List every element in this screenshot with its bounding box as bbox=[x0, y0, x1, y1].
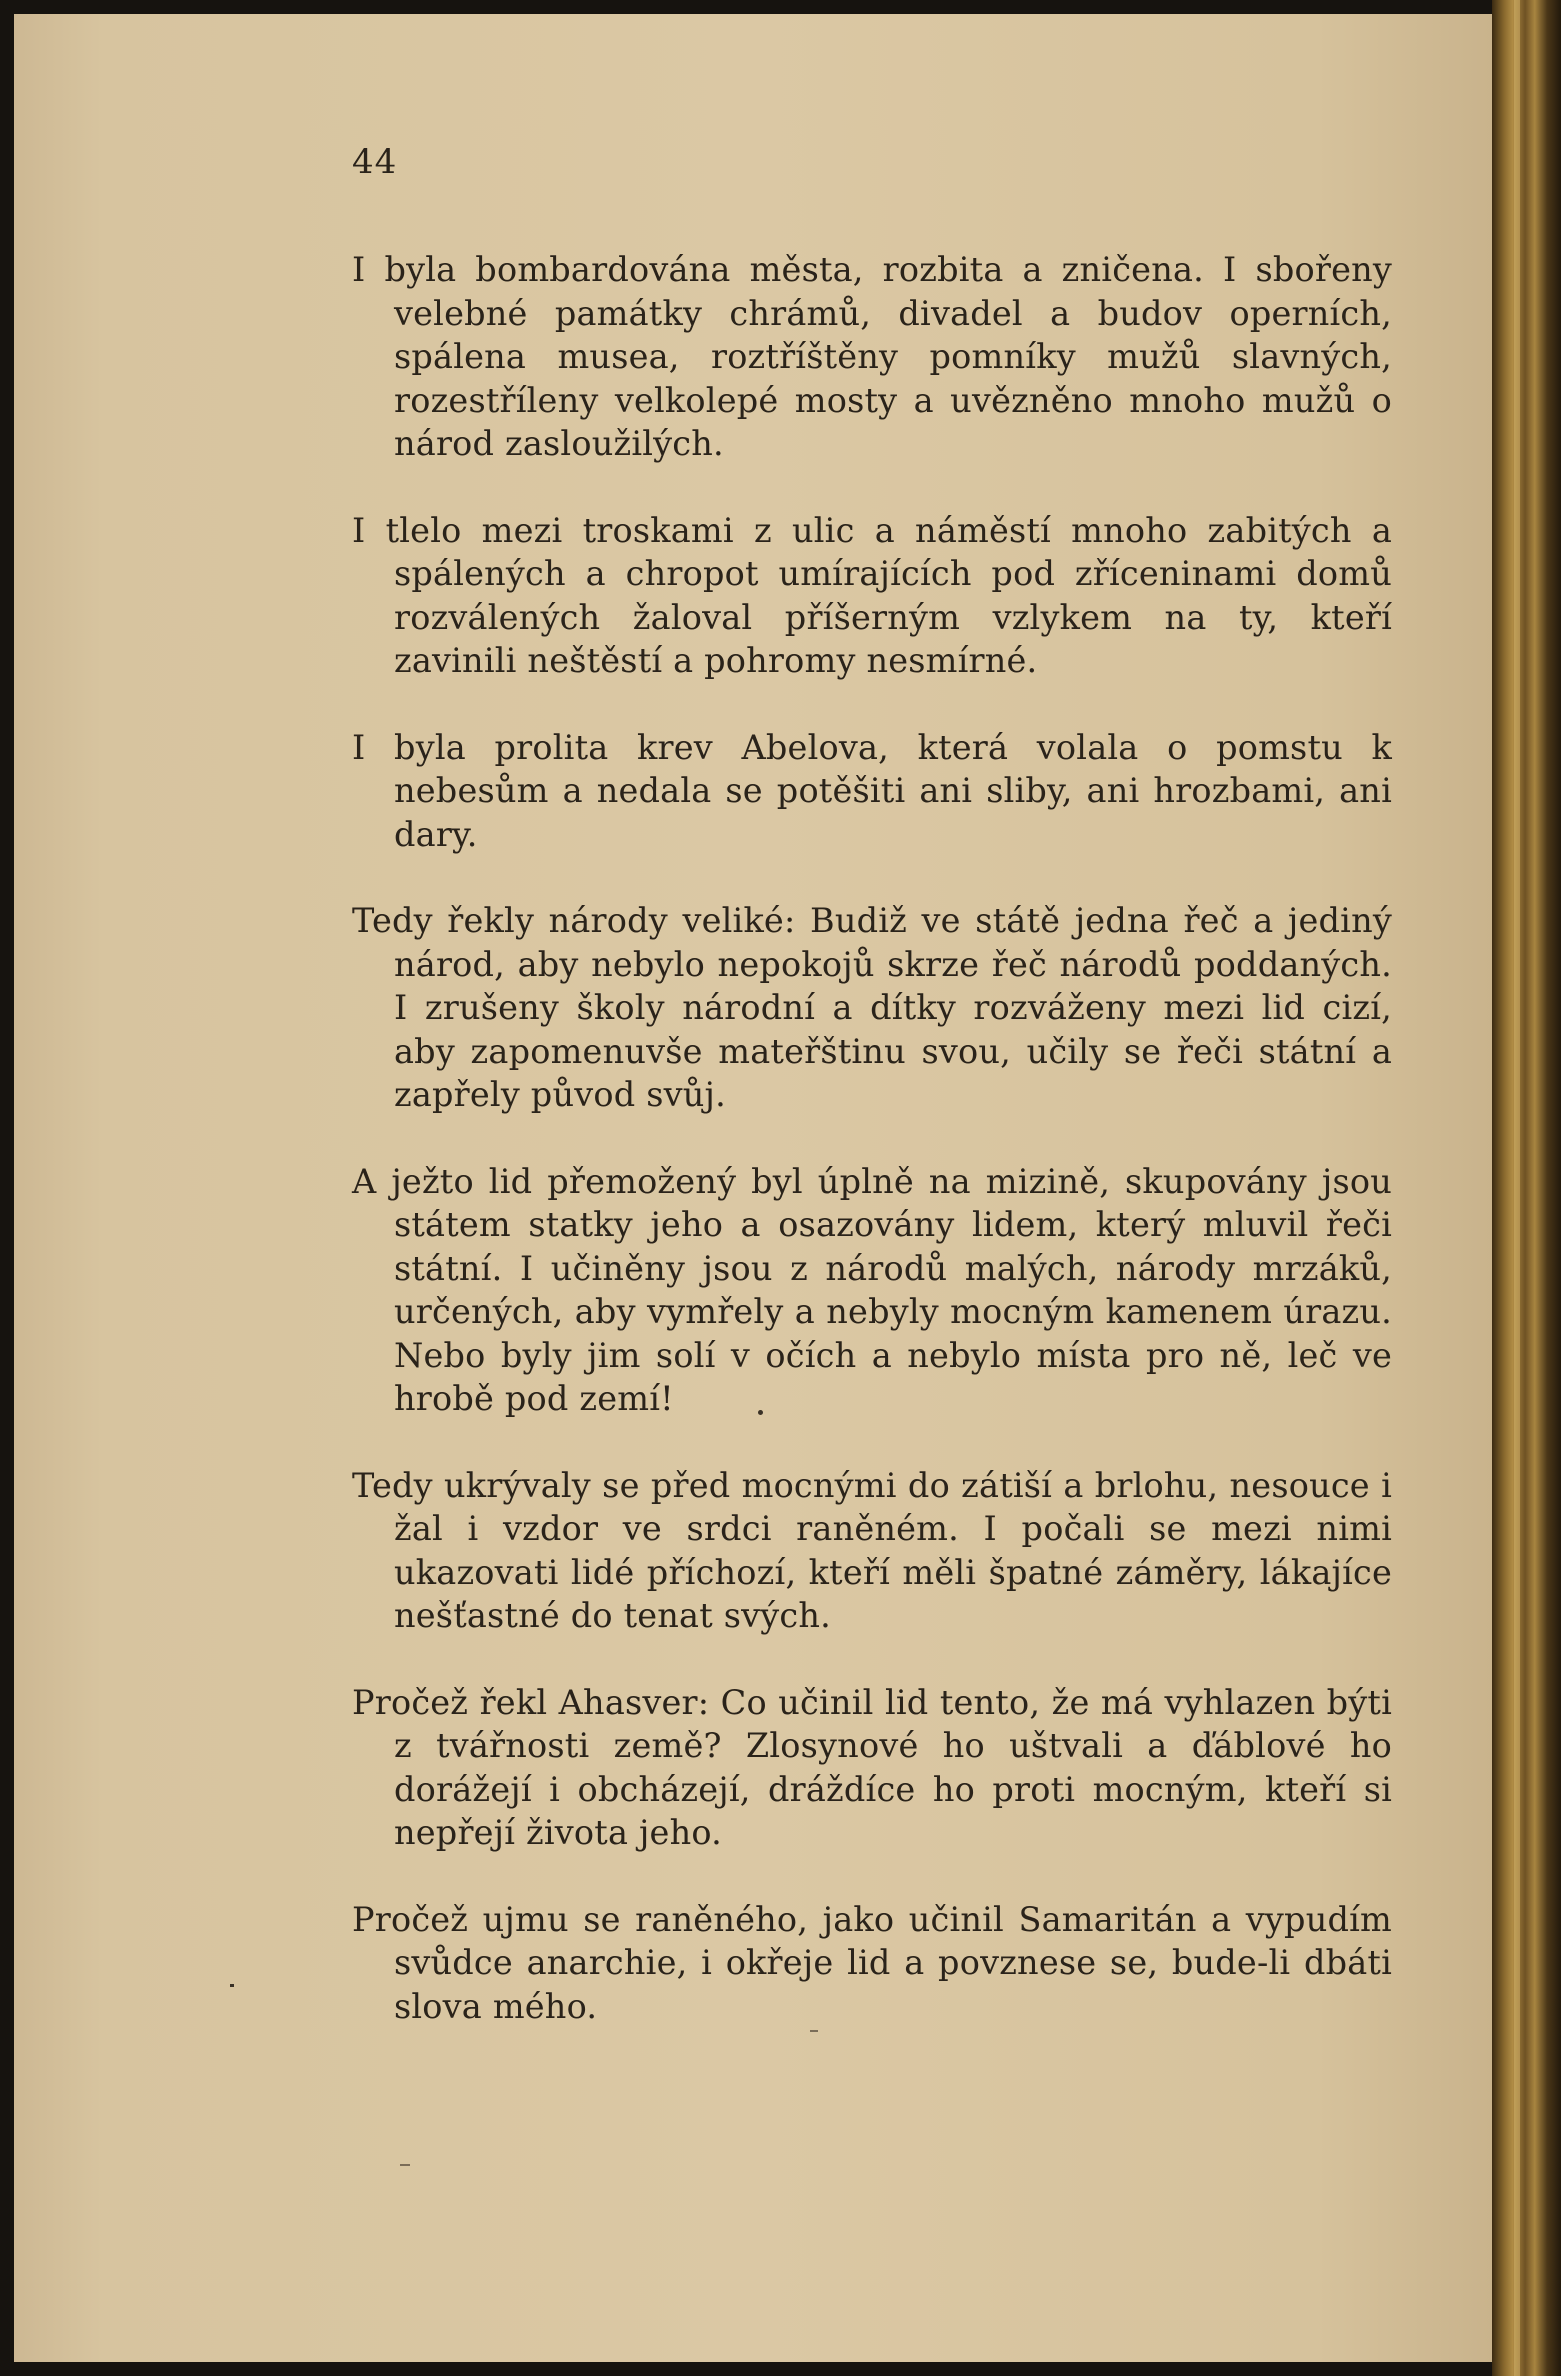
book-binding-edge bbox=[1492, 0, 1561, 2376]
paragraph-5: A ježto lid přemožený byl úplně na mizině, skupovány jsou státem statky jeho a osazovány lidem, který mluvil řeči státní. I učiněny jsou z národů malých, národy mrzáků, určených, aby vymřely a nebyly mocným kamenem úrazu. Nebo byly jim solí v očích a nebylo místa pro ně, leč ve hrobě pod zemí! bbox=[352, 1161, 1392, 1418]
ink-speck bbox=[400, 2164, 410, 2166]
ink-speck bbox=[758, 1410, 763, 1415]
ink-speck bbox=[230, 1984, 234, 1987]
paragraph-8: Pročež ujmu se raněného, jako učinil Samaritán a vypudím svůdce anarchie, i okřeje lid a povznese se, bude-li dbáti slova mého. bbox=[352, 1899, 1392, 2026]
paragraph-7: Pročež řekl Ahasver: Co učinil lid tento, že má vyhlazen býti z tvářnosti země? Zlosynové ho uštvali a ďáblové ho dorážejí i obcházejí, dráždíce ho proti mocným, kteří si nepřejí života jeho. bbox=[352, 1682, 1392, 1852]
book-page bbox=[14, 14, 1492, 2362]
paragraph-1: I byla bombardována města, rozbita a zničena. I sbořeny velebné památky chrámů, divadel a budov operních, spálena musea, roztříštěny pomníky mužů slavných, rozestříleny velkolepé mosty a uvězněno mnoho mužů o národ zasloužilých. bbox=[352, 250, 1392, 463]
paragraph-3: I byla prolita krev Abelova, která volala o pomstu k nebesům a nedala se potěšiti ani sliby, ani hrozbami, ani dary. bbox=[352, 727, 1392, 854]
paragraph-4: Tedy řekly národy veliké: Budiž ve státě jedna řeč a jediný národ, aby nebylo nepokojů skrze řeč národů poddaných. I zrušeny školy národní a dítky rozváženy mezi lid cizí, aby zapomenuvše mateřštinu svou, učily se řeči státní a zapřely původ svůj. bbox=[352, 901, 1392, 1114]
ink-speck bbox=[810, 2030, 818, 2032]
body-text bbox=[352, 248, 1392, 2071]
paragraph-6: Tedy ukrývaly se před mocnými do zátiší a brlohu, nesouce i žal i vzdor ve srdci raněném. I počali se mezi nimi ukazovati lidé příchozí, kteří měli špatné záměry, lákajíce nešťastné do tenat svých. bbox=[352, 1465, 1392, 1635]
binding-highlight bbox=[1514, 0, 1520, 2376]
page-number: 44 bbox=[352, 142, 398, 182]
paragraph-2: I tlelo mezi troskami z ulic a náměstí mnoho zabitých a spálených a chropot umírajících pod zříceninami domů rozválených žaloval příšerným vzlykem na ty, kteří zavinili neštěstí a pohromy nesmírné. bbox=[352, 510, 1392, 680]
